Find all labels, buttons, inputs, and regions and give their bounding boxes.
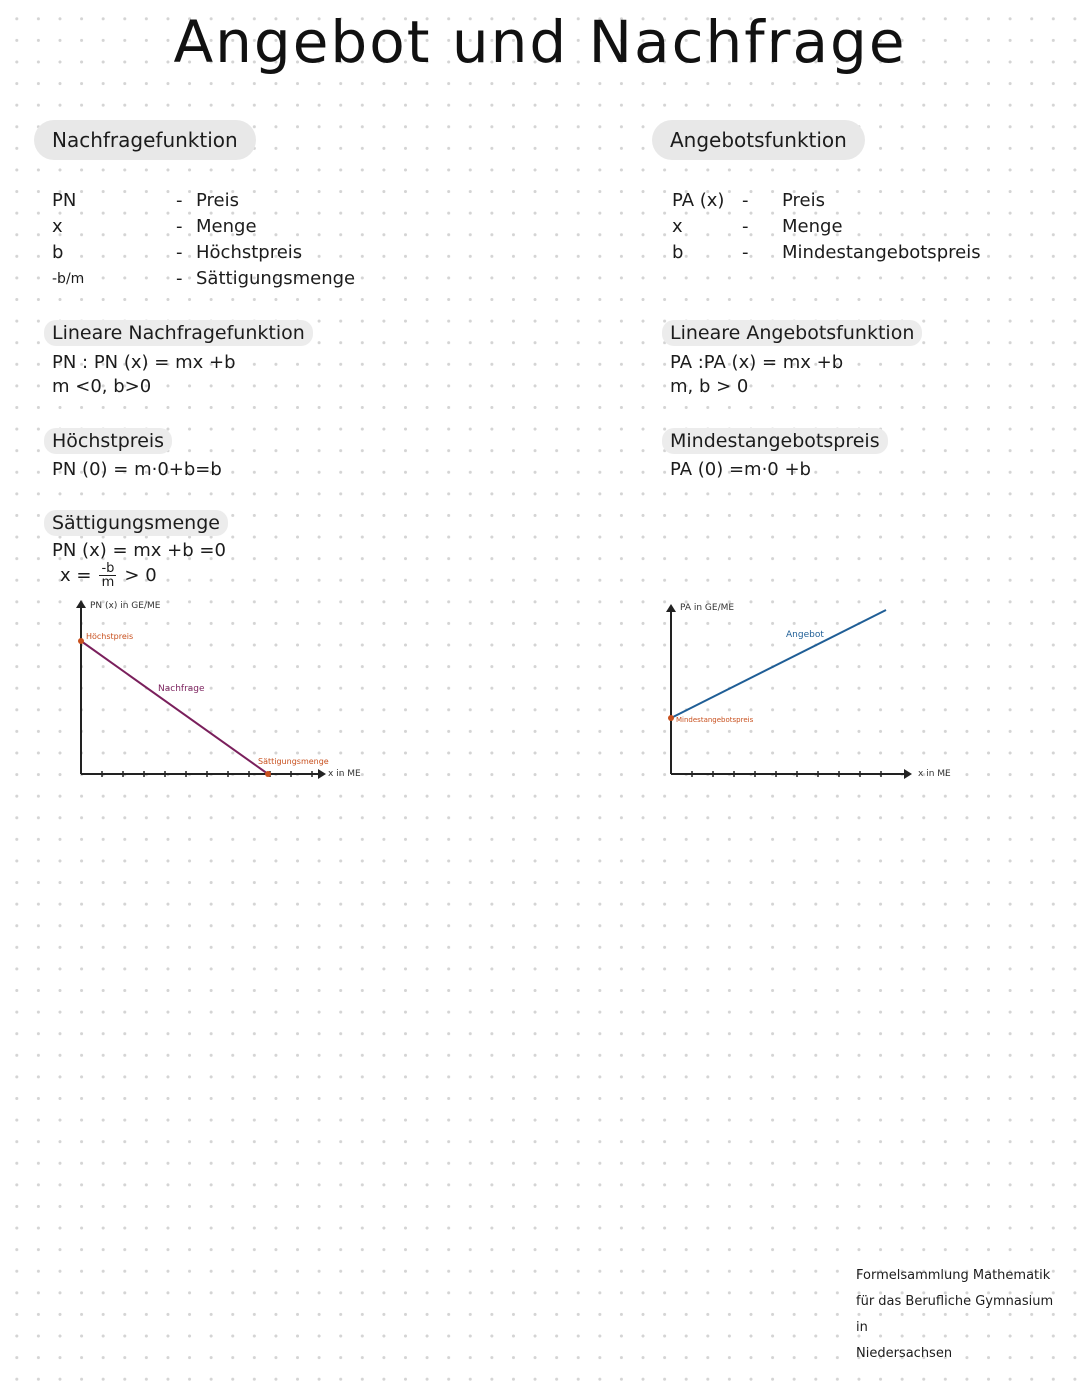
supply-y-arrow bbox=[666, 604, 676, 612]
saturation-heading: Sättigungsmenge bbox=[44, 510, 228, 536]
def-dash: - bbox=[742, 216, 749, 237]
def-dash: - bbox=[176, 190, 183, 211]
def-dash: - bbox=[742, 242, 749, 263]
supply-x-arrow bbox=[904, 769, 912, 779]
def-dash: - bbox=[742, 190, 749, 211]
def-meaning: Höchstpreis bbox=[196, 242, 303, 263]
saturation-inequality: > 0 bbox=[124, 564, 157, 586]
supply-chart bbox=[650, 596, 970, 786]
demand-line bbox=[81, 641, 268, 774]
linear-supply-condition: m, b > 0 bbox=[670, 376, 749, 397]
demand-x-arrow bbox=[318, 769, 326, 779]
page-title: Angebot und Nachfrage bbox=[173, 8, 907, 76]
min-price-formula: PA (0) =m·0 +b bbox=[670, 459, 811, 480]
def-meaning: Menge bbox=[196, 216, 257, 237]
demand-definitions bbox=[52, 188, 356, 292]
def-dash: - bbox=[176, 242, 183, 263]
demand-y-arrow bbox=[76, 600, 86, 608]
saturation-formula: PN (x) = mx +b =0 bbox=[52, 540, 226, 561]
saturation-result bbox=[60, 562, 157, 589]
supply-function-heading: Angebotsfunktion bbox=[652, 120, 865, 160]
fraction-denominator: m bbox=[101, 575, 115, 590]
supply-x-label: x in ME bbox=[918, 769, 951, 779]
def-symbol: b bbox=[52, 242, 64, 263]
footer-line: Formelsammlung Mathematik bbox=[856, 1268, 1051, 1283]
linear-demand-condition: m <0, b>0 bbox=[52, 376, 152, 397]
max-price-heading: Höchstpreis bbox=[44, 428, 172, 454]
saturation-fraction bbox=[99, 562, 116, 589]
def-meaning: Mindestangebotspreis bbox=[782, 242, 981, 263]
supply-start-label: Mindestangebotspreis bbox=[676, 716, 754, 724]
def-meaning: Preis bbox=[196, 190, 239, 211]
linear-demand-formula: PN : PN (x) = mx +b bbox=[52, 352, 236, 373]
demand-x-label: x in ME bbox=[328, 769, 361, 779]
def-meaning: Menge bbox=[782, 216, 843, 237]
supply-line-label: Angebot bbox=[786, 630, 824, 640]
demand-y-label: PN (x) in GE/ME bbox=[90, 601, 161, 611]
demand-function-heading: Nachfragefunktion bbox=[34, 120, 256, 160]
def-meaning: Sättigungsmenge bbox=[196, 268, 356, 289]
def-dash: - bbox=[176, 216, 183, 237]
def-symbol: PA (x) bbox=[672, 190, 725, 211]
def-symbol: b bbox=[672, 242, 684, 263]
saturation-x: x = bbox=[60, 564, 92, 586]
demand-start-label: Höchstpreis bbox=[86, 632, 134, 641]
supply-start-point bbox=[668, 715, 674, 721]
def-dash: - bbox=[176, 268, 183, 289]
def-symbol: x bbox=[52, 216, 63, 237]
def-symbol: x bbox=[672, 216, 683, 237]
fraction-numerator: -b bbox=[101, 561, 115, 576]
linear-demand-heading: Lineare Nachfragefunktion bbox=[44, 320, 313, 346]
demand-chart bbox=[60, 596, 380, 786]
max-price-formula: PN (0) = m·0+b=b bbox=[52, 459, 222, 480]
supply-line bbox=[671, 610, 886, 718]
supply-y-label: PA in GE/ME bbox=[680, 603, 735, 613]
footer-line: für das Berufliche Gymnasium in bbox=[856, 1294, 1054, 1335]
linear-supply-formula: PA :PA (x) = mx +b bbox=[670, 352, 844, 373]
demand-end-point bbox=[265, 771, 271, 777]
def-symbol: PN bbox=[52, 190, 77, 211]
min-price-heading: Mindestangebotspreis bbox=[662, 428, 888, 454]
def-symbol: -b/m bbox=[52, 271, 85, 287]
footer-line: Niedersachsen bbox=[856, 1346, 953, 1361]
demand-start-point bbox=[78, 638, 84, 644]
footer-note bbox=[856, 1263, 1066, 1367]
def-meaning: Preis bbox=[782, 190, 825, 211]
demand-end-label: Sättigungsmenge bbox=[258, 757, 329, 766]
linear-supply-heading: Lineare Angebotsfunktion bbox=[662, 320, 922, 346]
demand-line-label: Nachfrage bbox=[158, 684, 205, 694]
supply-definitions bbox=[672, 188, 1022, 266]
